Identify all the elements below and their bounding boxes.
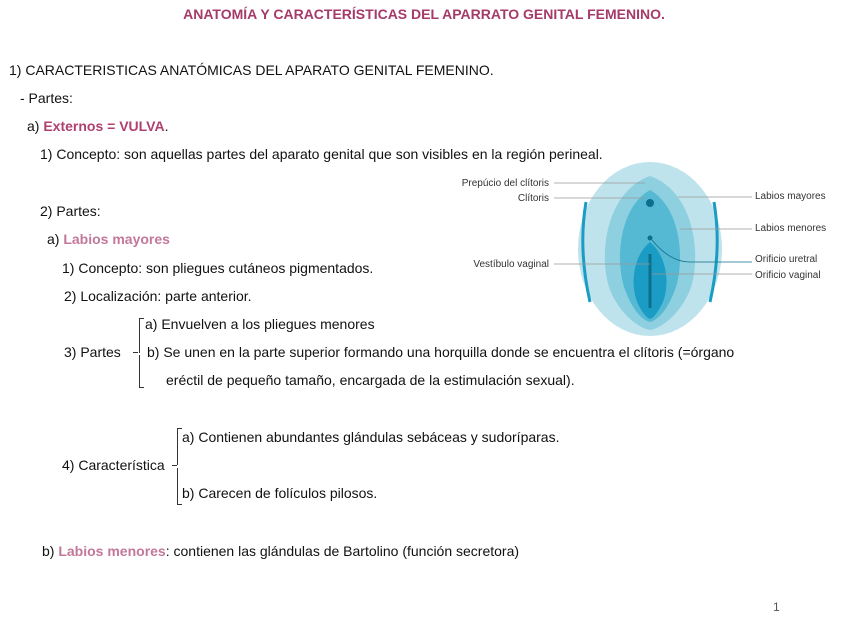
label-prepucio: Prepúcio del clítoris (461, 178, 549, 189)
lm-caracteristica-item-b: b) Carecen de folículos pilosos. (182, 485, 378, 501)
externos-label: Externos = VULVA (43, 118, 165, 134)
brace2-tick (172, 465, 177, 466)
lm-concepto: 1) Concepto: son pliegues cutáneos pigmentados. (62, 260, 374, 276)
lm-caracteristica-item-a: a) Contienen abundantes glándulas sebáceas y sudoríparas. (182, 429, 560, 445)
label-clitoris: Clítoris (517, 193, 549, 204)
labios-menores-rest: : contienen las glándulas de Bartolino (función secretora) (165, 543, 520, 559)
labios-menores-line (42, 543, 519, 559)
partes-heading: - Partes: (20, 90, 73, 106)
page-number: 1 (773, 600, 780, 614)
externos-prefix: a) (27, 118, 44, 134)
lm-caracteristica-label: 4) Característica (62, 457, 165, 473)
lm-partes-label: 3) Partes (64, 344, 121, 360)
section-heading: 1) CARACTERISTICAS ANATÓMICAS DEL APARATO GENITAL FEMENINO. (9, 62, 494, 78)
concepto-line: 1) Concepto: son aquellas partes del aparato genital que son visibles en la región perineal. (40, 146, 603, 162)
labios-mayores-prefix: a) (47, 231, 64, 247)
externos-suffix: . (164, 118, 169, 134)
label-orificio-uretral: Orificio uretral (755, 254, 818, 265)
labios-menores-label: Labios menores (58, 543, 166, 559)
clitoris-dot (646, 199, 654, 207)
externos-line (27, 118, 168, 134)
label-orificio-vaginal: Orificio vaginal (755, 270, 821, 281)
labios-menores-prefix: b) (42, 543, 59, 559)
vulva-diagram (440, 162, 848, 344)
brace-bottom (139, 355, 144, 388)
page-title: ANATOMÍA Y CARACTERÍSTICAS DEL APARRATO GENITAL FEMENINO. (183, 6, 665, 22)
lm-partes-item-b-cont: eréctil de pequeño tamaño, encargada de la estimulación sexual). (166, 372, 575, 388)
lm-partes-item-b: b) Se unen en la parte superior formando una horquilla donde se encuentra el clítoris (=órgano (147, 344, 735, 360)
urethral-dot (648, 236, 653, 241)
labios-mayores-label: Labios mayores (63, 231, 170, 247)
lm-localizacion: 2) Localización: parte anterior. (64, 288, 252, 304)
label-labios-mayores: Labios mayores (755, 191, 826, 202)
brace-tick (133, 352, 138, 353)
partes2-line: 2) Partes: (40, 203, 101, 219)
label-labios-menores: Labios menores (755, 223, 827, 234)
brace-top (139, 318, 144, 353)
label-vestibulo: Vestíbulo vaginal (473, 259, 549, 270)
labios-mayores-heading (47, 231, 170, 247)
lm-partes-item-a: a) Envuelven a los pliegues menores (145, 316, 375, 332)
